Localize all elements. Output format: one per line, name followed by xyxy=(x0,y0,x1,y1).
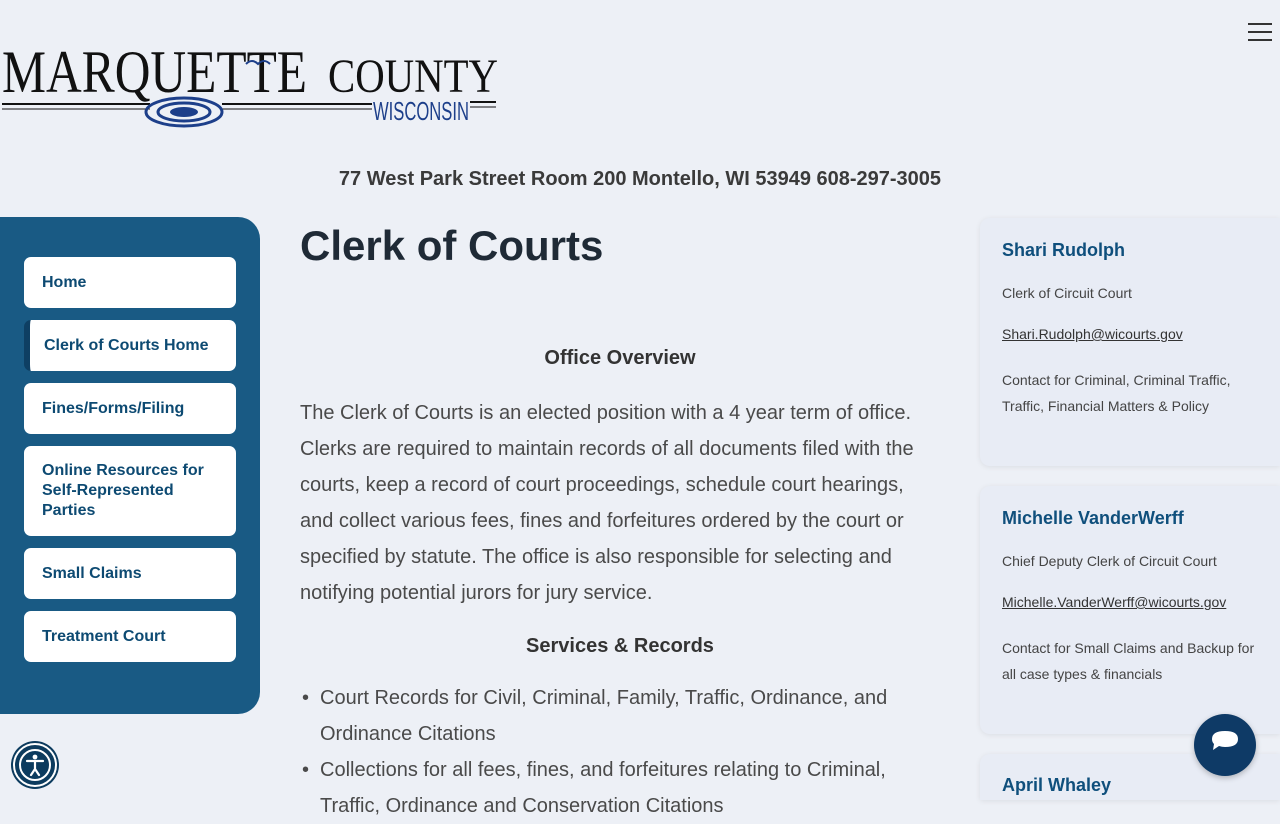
chat-button[interactable] xyxy=(1194,714,1256,776)
sidebar-item-small-claims[interactable]: Small Claims xyxy=(24,548,236,599)
services-heading: Services & Records xyxy=(526,635,714,657)
contact-card xyxy=(980,218,1280,466)
contact-role: Clerk of Circuit Court xyxy=(1002,285,1132,301)
office-overview-heading: Office Overview xyxy=(544,347,696,369)
list-item: • Court Records for Civil, Criminal, Family, Traffic, Ordinance, and Ordinance Citations xyxy=(300,680,930,752)
contact-name: Michelle VanderWerff xyxy=(1002,508,1184,528)
contact-note: Contact for Small Claims and Backup for all case types & financials xyxy=(1002,640,1255,682)
contact-card xyxy=(980,486,1280,734)
hamburger-icon[interactable] xyxy=(1248,20,1274,42)
contact-name: Shari Rudolph xyxy=(1002,240,1125,260)
services-list xyxy=(300,680,930,824)
contact-email-link[interactable]: Shari.Rudolph@wicourts.gov xyxy=(1002,326,1183,342)
county-logo[interactable] xyxy=(0,34,500,130)
logo-subtitle: WISCONSIN xyxy=(373,96,469,126)
sidebar-item-clerk-of-courts-home[interactable]: Clerk of Courts Home xyxy=(24,320,236,371)
accessibility-icon xyxy=(15,745,55,785)
logo-word-marquette: MARQUETTE xyxy=(2,39,307,105)
contact-name: April Whaley xyxy=(1002,775,1112,795)
page-title: Clerk of Courts xyxy=(300,222,604,269)
list-item: • Collections for all fees, fines, and forfeitures relating to Criminal, Traffic, Ordinance and Conservation Citations xyxy=(300,752,930,824)
address-line: 77 West Park Street Room 200 Montello, WI 53949 608-297-3005 xyxy=(338,168,942,190)
sidebar-item-online-resources[interactable]: Online Resources for Self-Represented Parties xyxy=(24,446,236,536)
logo-graphic xyxy=(0,34,500,130)
chat-bubble-icon xyxy=(1194,714,1256,776)
contact-email-link[interactable]: Michelle.VanderWerff@wicourts.gov xyxy=(1002,594,1227,610)
sidebar-item-home[interactable]: Home xyxy=(24,257,236,308)
logo-word-county: COUNTY xyxy=(328,50,498,103)
accessibility-button[interactable] xyxy=(13,743,57,787)
overview-paragraph: The Clerk of Courts is an elected position with a 4 year term of office. Clerks are required to maintain records of all documents filed with the courts, keep a record of court proceedings, schedule court hearings, and collect various fees, fines and forfeitures ordered by the court or specified by statute. The office is also responsible for selecting and notifying potential jurors for jury service. xyxy=(300,402,914,604)
contact-role: Chief Deputy Clerk of Circuit Court xyxy=(1002,553,1217,569)
sidebar-item-treatment-court[interactable]: Treatment Court xyxy=(24,611,236,662)
contact-note: Contact for Criminal, Criminal Traffic, Traffic, Financial Matters & Policy xyxy=(1002,372,1231,414)
sidebar-item-fines-forms-filing[interactable]: Fines/Forms/Filing xyxy=(24,383,236,434)
